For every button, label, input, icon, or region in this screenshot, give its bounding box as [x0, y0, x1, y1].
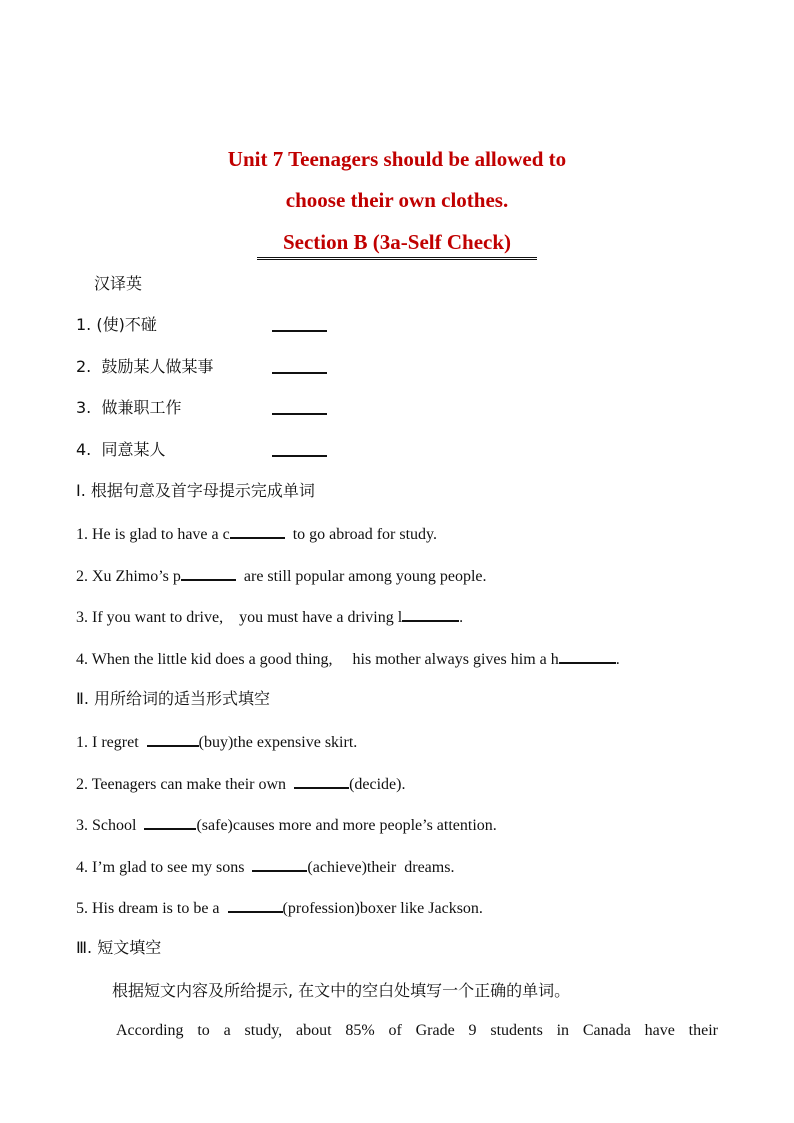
- answer-blank[interactable]: [252, 854, 307, 872]
- item-text: 2. Teenagers can make their own: [76, 776, 295, 793]
- answer-blank[interactable]: [144, 812, 196, 830]
- item-text: (decide).: [349, 776, 406, 793]
- answer-blank[interactable]: [272, 314, 327, 339]
- translate-heading: 汉译英: [94, 274, 143, 293]
- item-text: (buy)the expensive skirt.: [198, 734, 358, 751]
- item-text: 3. If you want to drive, you must have a driving l: [76, 609, 403, 626]
- item-text: 2. Xu Zhimo’s p: [76, 568, 181, 585]
- answer-blank[interactable]: [559, 646, 616, 664]
- item-text: .: [459, 609, 464, 626]
- answer-blank[interactable]: [402, 604, 459, 622]
- translate-item: 2. 鼓励某人做某事: [76, 357, 214, 376]
- exercise-item: [76, 895, 483, 920]
- item-text: (profession)boxer like Jackson.: [282, 900, 483, 917]
- exercise-item: [76, 854, 454, 879]
- exercise-item: [76, 729, 357, 754]
- exercise-item: [76, 521, 437, 546]
- item-text: (achieve)their dreams.: [307, 859, 455, 876]
- item-text: 4. I’m glad to see my sons: [76, 859, 253, 876]
- item-text: to go abroad for study.: [284, 526, 437, 543]
- item-text: (safe)causes more and more people’s attention.: [196, 817, 497, 834]
- exercise-item: [76, 563, 487, 588]
- answer-blank[interactable]: [272, 356, 327, 381]
- item-text: are still popular among young people.: [235, 568, 487, 585]
- answer-blank[interactable]: [181, 563, 236, 581]
- item-text: 1. I regret: [76, 734, 147, 751]
- section-2-heading: Ⅱ. 用所给词的适当形式填空: [76, 689, 271, 708]
- item-text: 4. When the little kid does a good thing, his mother always gives him a h: [76, 651, 559, 668]
- answer-blank[interactable]: [272, 397, 327, 422]
- item-text: .: [615, 651, 620, 668]
- title-line-1: Unit 7 Teenagers should be allowed to: [227, 147, 567, 171]
- answer-blank[interactable]: [272, 439, 327, 464]
- translate-item: 4. 同意某人: [76, 440, 166, 459]
- section-3-heading: Ⅲ. 短文填空: [76, 938, 162, 957]
- answer-blank[interactable]: [294, 771, 349, 789]
- section-title: [0, 229, 794, 260]
- passage-text: According to a study, about 85% of Grade 9 students in Canada have their: [116, 1022, 718, 1039]
- item-text: 3. School: [76, 817, 145, 834]
- section-1-heading: Ⅰ. 根据句意及首字母提示完成单词: [76, 481, 315, 500]
- translate-item: 3. 做兼职工作: [76, 398, 182, 417]
- exercise-item: [76, 771, 405, 796]
- title-line-2: choose their own clothes.: [285, 188, 509, 212]
- answer-blank[interactable]: [147, 729, 199, 747]
- exercise-item: [76, 604, 463, 629]
- item-text: 5. His dream is to be a: [76, 900, 228, 917]
- section-title-text: Section B (3a-Self Check): [257, 229, 537, 260]
- item-text: 1. He is glad to have a c: [76, 526, 230, 543]
- exercise-item: [76, 812, 497, 837]
- section-3-instruction: 根据短文内容及所给提示, 在文中的空白处填写一个正确的单词。: [112, 981, 571, 1000]
- exercise-item: [76, 646, 620, 671]
- answer-blank[interactable]: [228, 895, 283, 913]
- translate-item: 1. (使)不碰: [76, 315, 157, 334]
- answer-blank[interactable]: [230, 521, 285, 539]
